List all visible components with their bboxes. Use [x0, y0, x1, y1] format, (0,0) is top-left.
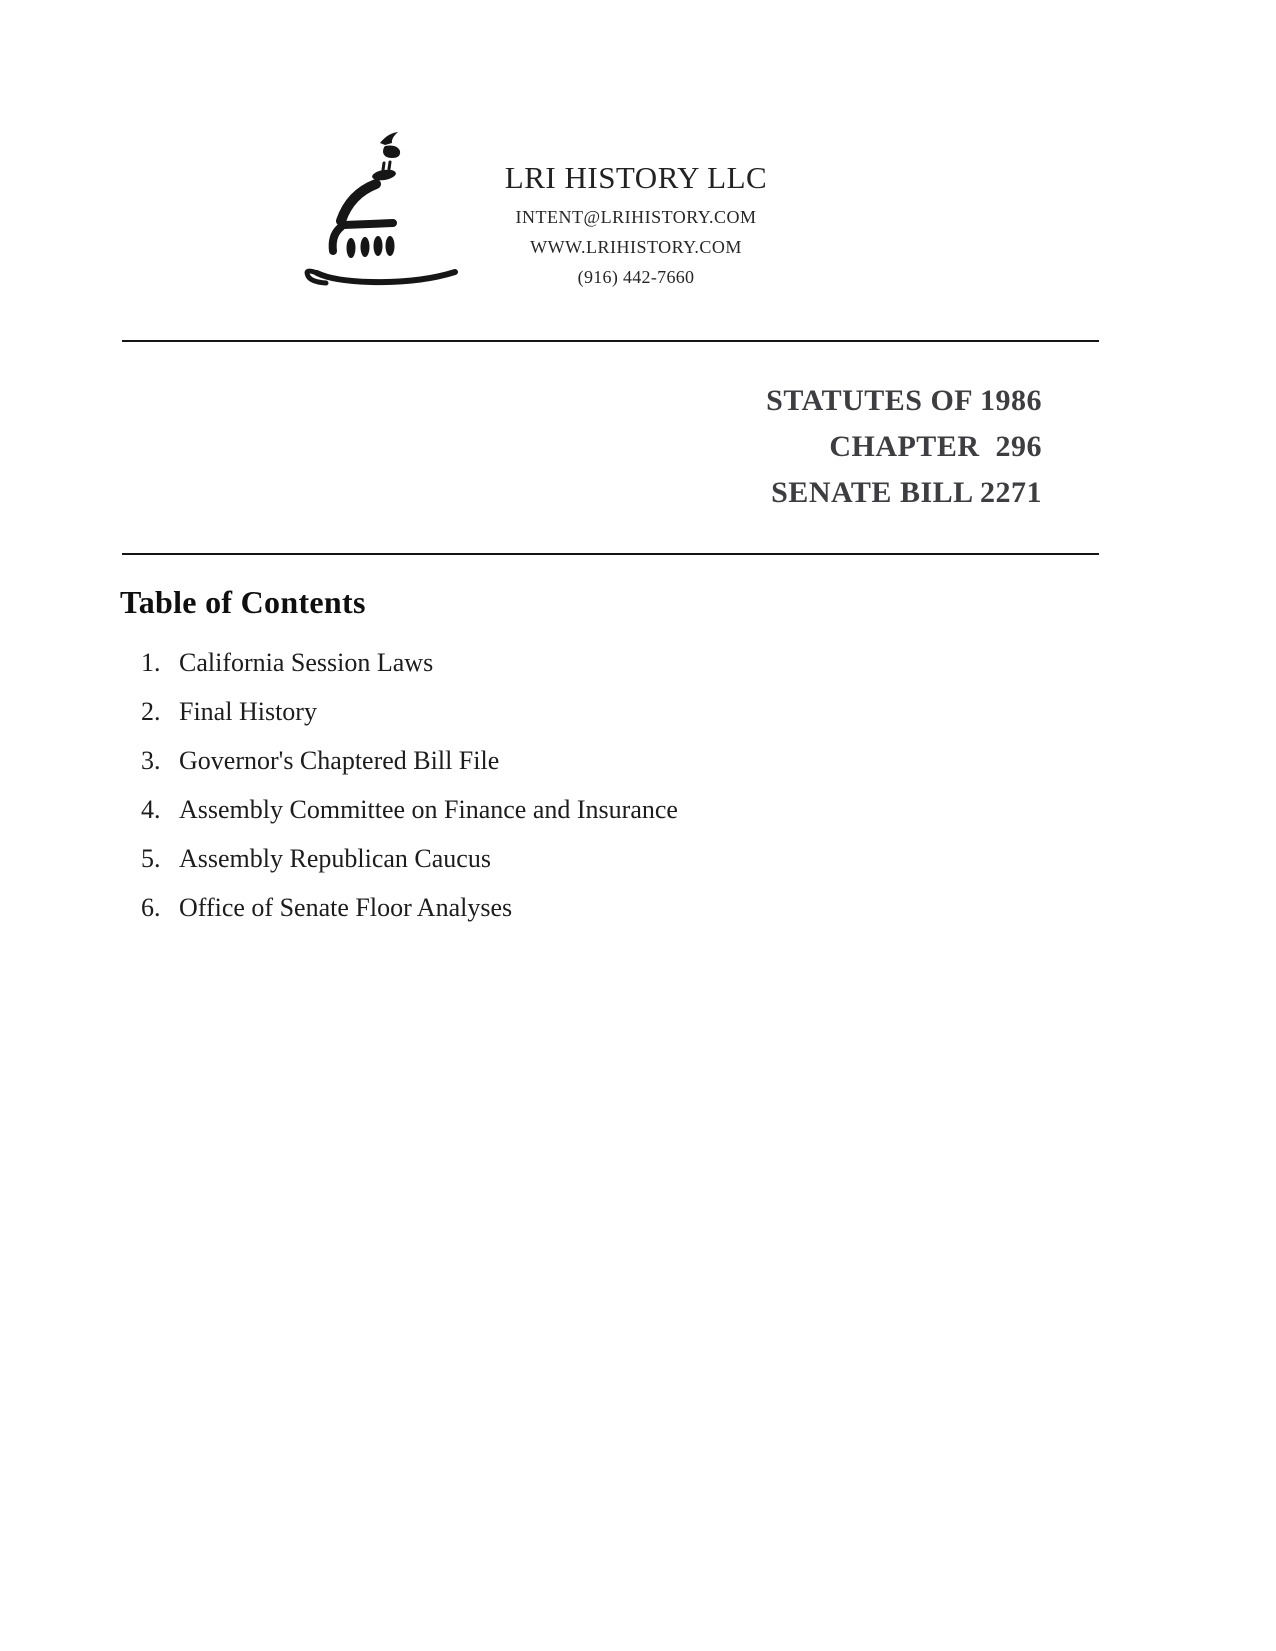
statutes-title-block — [766, 378, 1042, 516]
header — [348, 160, 924, 292]
toc-item-number: 2. — [141, 697, 161, 726]
toc-item-number: 6. — [141, 893, 161, 922]
toc-item-number: 4. — [141, 795, 161, 824]
senate-bill-line: SENATE BILL 2271 — [771, 476, 1042, 509]
company-website: WWW.LRIHISTORY.COM — [530, 237, 742, 257]
toc-item — [141, 893, 678, 923]
toc-item-label: Assembly Committee on Finance and Insurance — [179, 795, 678, 824]
statutes-line: STATUTES OF 1986 — [766, 384, 1042, 417]
company-name: LRI HISTORY LLC — [504, 160, 768, 195]
company-phone: (916) 442-7660 — [577, 267, 695, 287]
chapter-line: CHAPTER 296 — [829, 430, 1042, 463]
toc-heading: Table of Contents — [120, 584, 366, 620]
toc-item — [141, 844, 678, 874]
toc-item — [141, 697, 678, 727]
divider-bottom — [122, 553, 1099, 555]
toc-item-label: Office of Senate Floor Analyses — [179, 893, 513, 922]
divider-top — [122, 340, 1099, 342]
toc-item-label: Final History — [179, 697, 317, 726]
toc-item-number: 3. — [141, 746, 161, 775]
toc-item-number: 1. — [141, 648, 161, 677]
toc-item-label: California Session Laws — [179, 648, 434, 677]
toc-item — [141, 648, 678, 678]
company-email: INTENT@LRIHISTORY.COM — [515, 207, 757, 227]
toc-item — [141, 795, 678, 825]
toc-item — [141, 746, 678, 776]
toc-item-number: 5. — [141, 844, 161, 873]
toc-item-label: Governor's Chaptered Bill File — [179, 746, 500, 775]
toc-list — [141, 648, 678, 942]
toc-item-label: Assembly Republican Caucus — [179, 844, 491, 873]
